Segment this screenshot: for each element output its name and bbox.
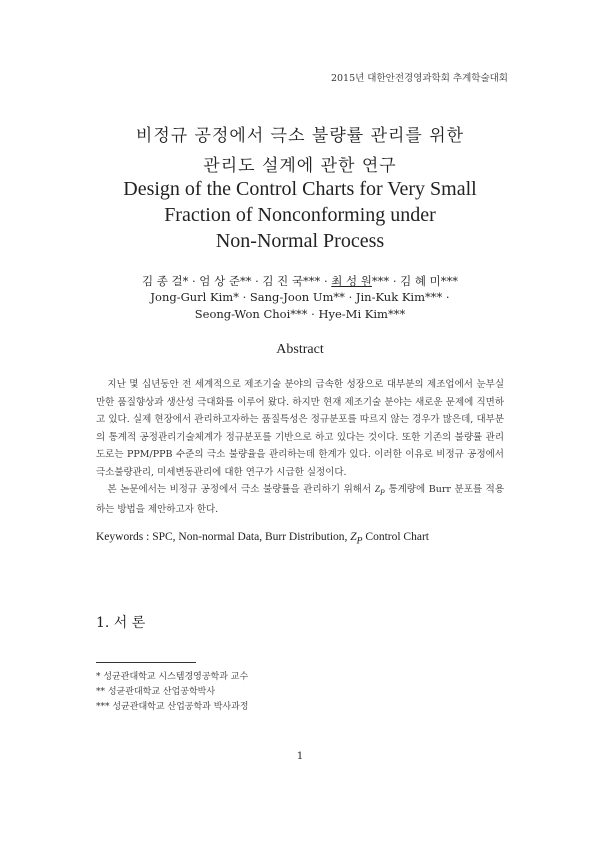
title-english-line-1: Design of the Control Charts for Very Small xyxy=(123,178,477,200)
keywords-post: Control Chart xyxy=(362,531,429,543)
keywords xyxy=(96,531,429,546)
abstract-p2-post: 통계량에 Burr 분포를 적용하는 방법을 제안하고자 한다. xyxy=(96,484,504,516)
footnote-divider xyxy=(96,662,196,663)
zp-symbol: Z xyxy=(374,485,381,495)
section-heading-introduction: 1. 서 론 xyxy=(96,615,146,631)
authors-korean-underlined: 최 성 원 xyxy=(331,274,372,288)
abstract-paragraph-1: 지난 몇 십년동안 전 세계적으로 제조기술 분야의 급속한 성장으로 대부분의 제조업에서 눈부실만한 품질향상과 생산성 극대화를 이루어 왔다. 하지만 현재 제조기술 분야는 새로운 문제에 직면하고 있다. 실제 현장에서 관리하고자하는 품질특성은 정규분포를 따르지 않는 경우가 많은데, 대부분의 통계적 공정관리기술체계가 정규분포를 기반으로 하고 있다는 것이다. 또한 기존의 불량률 관리도로는 PPM/PPB 수준의 극소 불량율을 관리하는데 한계가 있다. 이러한 이유로 비정규 공정에서 극소불량관리, 미세변동관리에 대한 연구가 시급한 실정이다. xyxy=(96,379,504,478)
keywords-pre: Keywords : SPC, Non-normal Data, Burr Distribution, xyxy=(96,531,351,543)
footnote-1: * 성균관대학교 시스템경영공학과 교수 xyxy=(96,672,249,682)
abstract-paragraph-2 xyxy=(96,481,504,519)
abstract-body xyxy=(96,376,504,519)
authors-korean xyxy=(0,273,600,289)
footnote-3: *** 성균관대학교 산업공학과 박사과정 xyxy=(96,702,249,712)
keywords-zp-symbol: Z xyxy=(350,531,357,543)
title-english-line-2: Fraction of Nonconforming under xyxy=(164,204,436,226)
keywords-zp-subscript: P xyxy=(356,535,363,547)
authors-korean-pre: 김 종 걸* · 엄 상 준** · 김 진 국*** · xyxy=(141,274,332,288)
page-number: 1 xyxy=(296,751,304,762)
title-korean-line-2: 관리도 설계에 관한 연구 xyxy=(203,156,397,176)
conference-header: 2015년 대한안전경영과학회 추계학술대회 xyxy=(330,73,508,84)
abstract-heading: Abstract xyxy=(276,342,324,357)
authors-english-line-1: Jong-Gurl Kim* · Sang-Joon Um** · Jin-Kuk Kim*** · xyxy=(150,290,450,304)
footnote-2: ** 성균관대학교 산업공학박사 xyxy=(96,687,216,697)
authors-english-line-2: Seong-Won Choi*** · Hye-Mi Kim*** xyxy=(194,307,406,321)
title-korean-line-1: 비정규 공정에서 극소 불량률 관리를 위한 xyxy=(135,126,465,146)
zp-subscript: P xyxy=(380,487,385,497)
abstract-p2-pre: 본 논문에서는 비정규 공정에서 극소 불량률을 관리하기 위해서 xyxy=(107,484,375,495)
title-english-line-3: Non-Normal Process xyxy=(215,230,385,252)
authors-korean-post: *** · 김 혜 미*** xyxy=(371,274,459,288)
